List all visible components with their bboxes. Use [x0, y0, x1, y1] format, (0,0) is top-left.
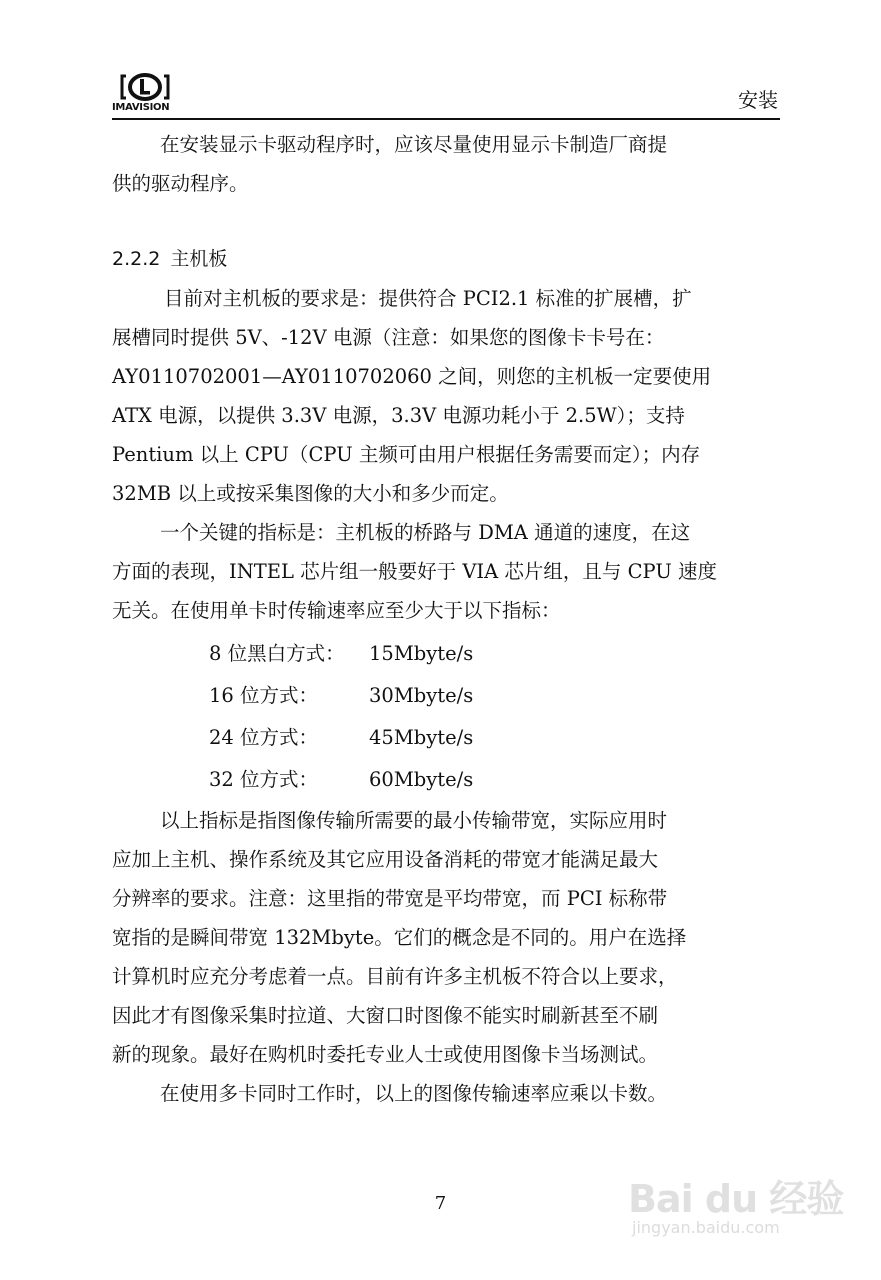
page-header [112, 68, 780, 120]
text-line: 一个关键的指标是：主机板的桥路与 DMA 通道的速度，在这 [160, 521, 691, 544]
text-line: 在使用多卡同时工作时，以上的图像传输速率应乘以卡数。 [160, 1082, 668, 1105]
multi-card-paragraph [112, 1074, 780, 1113]
text-line: 供的驱动程序。 [112, 172, 249, 195]
transfer-rate-list [112, 633, 780, 801]
text-line: Pentium 以上 CPU（CPU 主频可由用户根据任务需要而定）；内存 [112, 443, 701, 466]
imavision-logo [112, 68, 182, 120]
spec-label: 8 位黑白方式： [209, 642, 345, 665]
spec-label: 24 位方式： [209, 726, 319, 749]
text-line: 分辨率的要求。注意：这里指的带宽是平均带宽，而 PCI 标称带 [112, 887, 668, 910]
text-line: 以上指标是指图像传输所需要的最小传输带宽，实际应用时 [160, 809, 668, 832]
text-line: 目前对主机板的要求是：提供符合 PCI2.1 标准的扩展槽，扩 [164, 287, 692, 310]
section-heading [112, 239, 780, 279]
spec-label: 16 位方式： [209, 684, 319, 707]
text-line: 32MB 以上或按采集图像的大小和多少而定。 [112, 482, 509, 505]
text-line: 应加上主机、操作系统及其它应用设备消耗的带宽才能满足最大 [112, 848, 659, 871]
text-line: 无关。在使用单卡时传输速率应至少大于以下指标： [112, 599, 561, 622]
section-heading-title: 主机板 [170, 248, 228, 270]
document-body [112, 125, 780, 1113]
text-line: 宽指的是瞬间带宽 132Mbyte。它们的概念是不同的。用户在选择 [112, 926, 687, 949]
text-line: ATX 电源，以提供 3.3V 电源，3.3V 电源功耗小于 2.5W）；支持 [112, 404, 685, 427]
spec-value: 30Mbyte/s [369, 684, 474, 707]
watermark-url: jingyan.baidu.com [632, 1218, 780, 1237]
logo-text: IMAVISION [112, 102, 170, 113]
spec-row [112, 675, 780, 717]
section-number: 2.2.2 [112, 248, 161, 270]
intro-paragraph [112, 125, 780, 203]
spec-value: 60Mbyte/s [369, 768, 474, 791]
text-line: AY0110702001—AY0110702060 之间，则您的主机板一定要使用 [112, 365, 712, 388]
page-number: 7 [434, 1193, 447, 1214]
logo-mark-icon [120, 72, 170, 102]
motherboard-requirements-paragraph [112, 279, 780, 513]
key-metric-paragraph [112, 513, 780, 630]
text-line: 计算机时应充分考虑着一点。目前有许多主机板不符合以上要求， [112, 965, 678, 988]
header-divider [112, 118, 780, 120]
spec-row [112, 717, 780, 759]
baidu-jingyan-watermark [628, 1168, 848, 1264]
spec-row [112, 633, 780, 675]
text-line: 在安装显示卡驱动程序时，应该尽量使用显示卡制造厂商提 [160, 133, 668, 156]
spec-row [112, 759, 780, 801]
text-line: 方面的表现，INTEL 芯片组一般要好于 VIA 芯片组，且与 CPU 速度 [112, 560, 717, 583]
text-line: 展槽同时提供 5V、-12V 电源（注意：如果您的图像卡卡号在： [112, 326, 665, 349]
spec-value: 45Mbyte/s [369, 726, 474, 749]
bandwidth-note-paragraph [112, 801, 780, 1074]
running-section-title: 安装 [738, 88, 778, 112]
watermark-main-text: Bai du 经验 [628, 1177, 844, 1221]
text-line: 新的现象。最好在购机时委托专业人士或使用图像卡当场测试。 [112, 1043, 659, 1066]
spec-value: 15Mbyte/s [369, 642, 474, 665]
text-line: 因此才有图像采集时拉道、大窗口时图像不能实时刷新甚至不刷 [112, 1004, 659, 1027]
spec-label: 32 位方式： [209, 768, 319, 791]
